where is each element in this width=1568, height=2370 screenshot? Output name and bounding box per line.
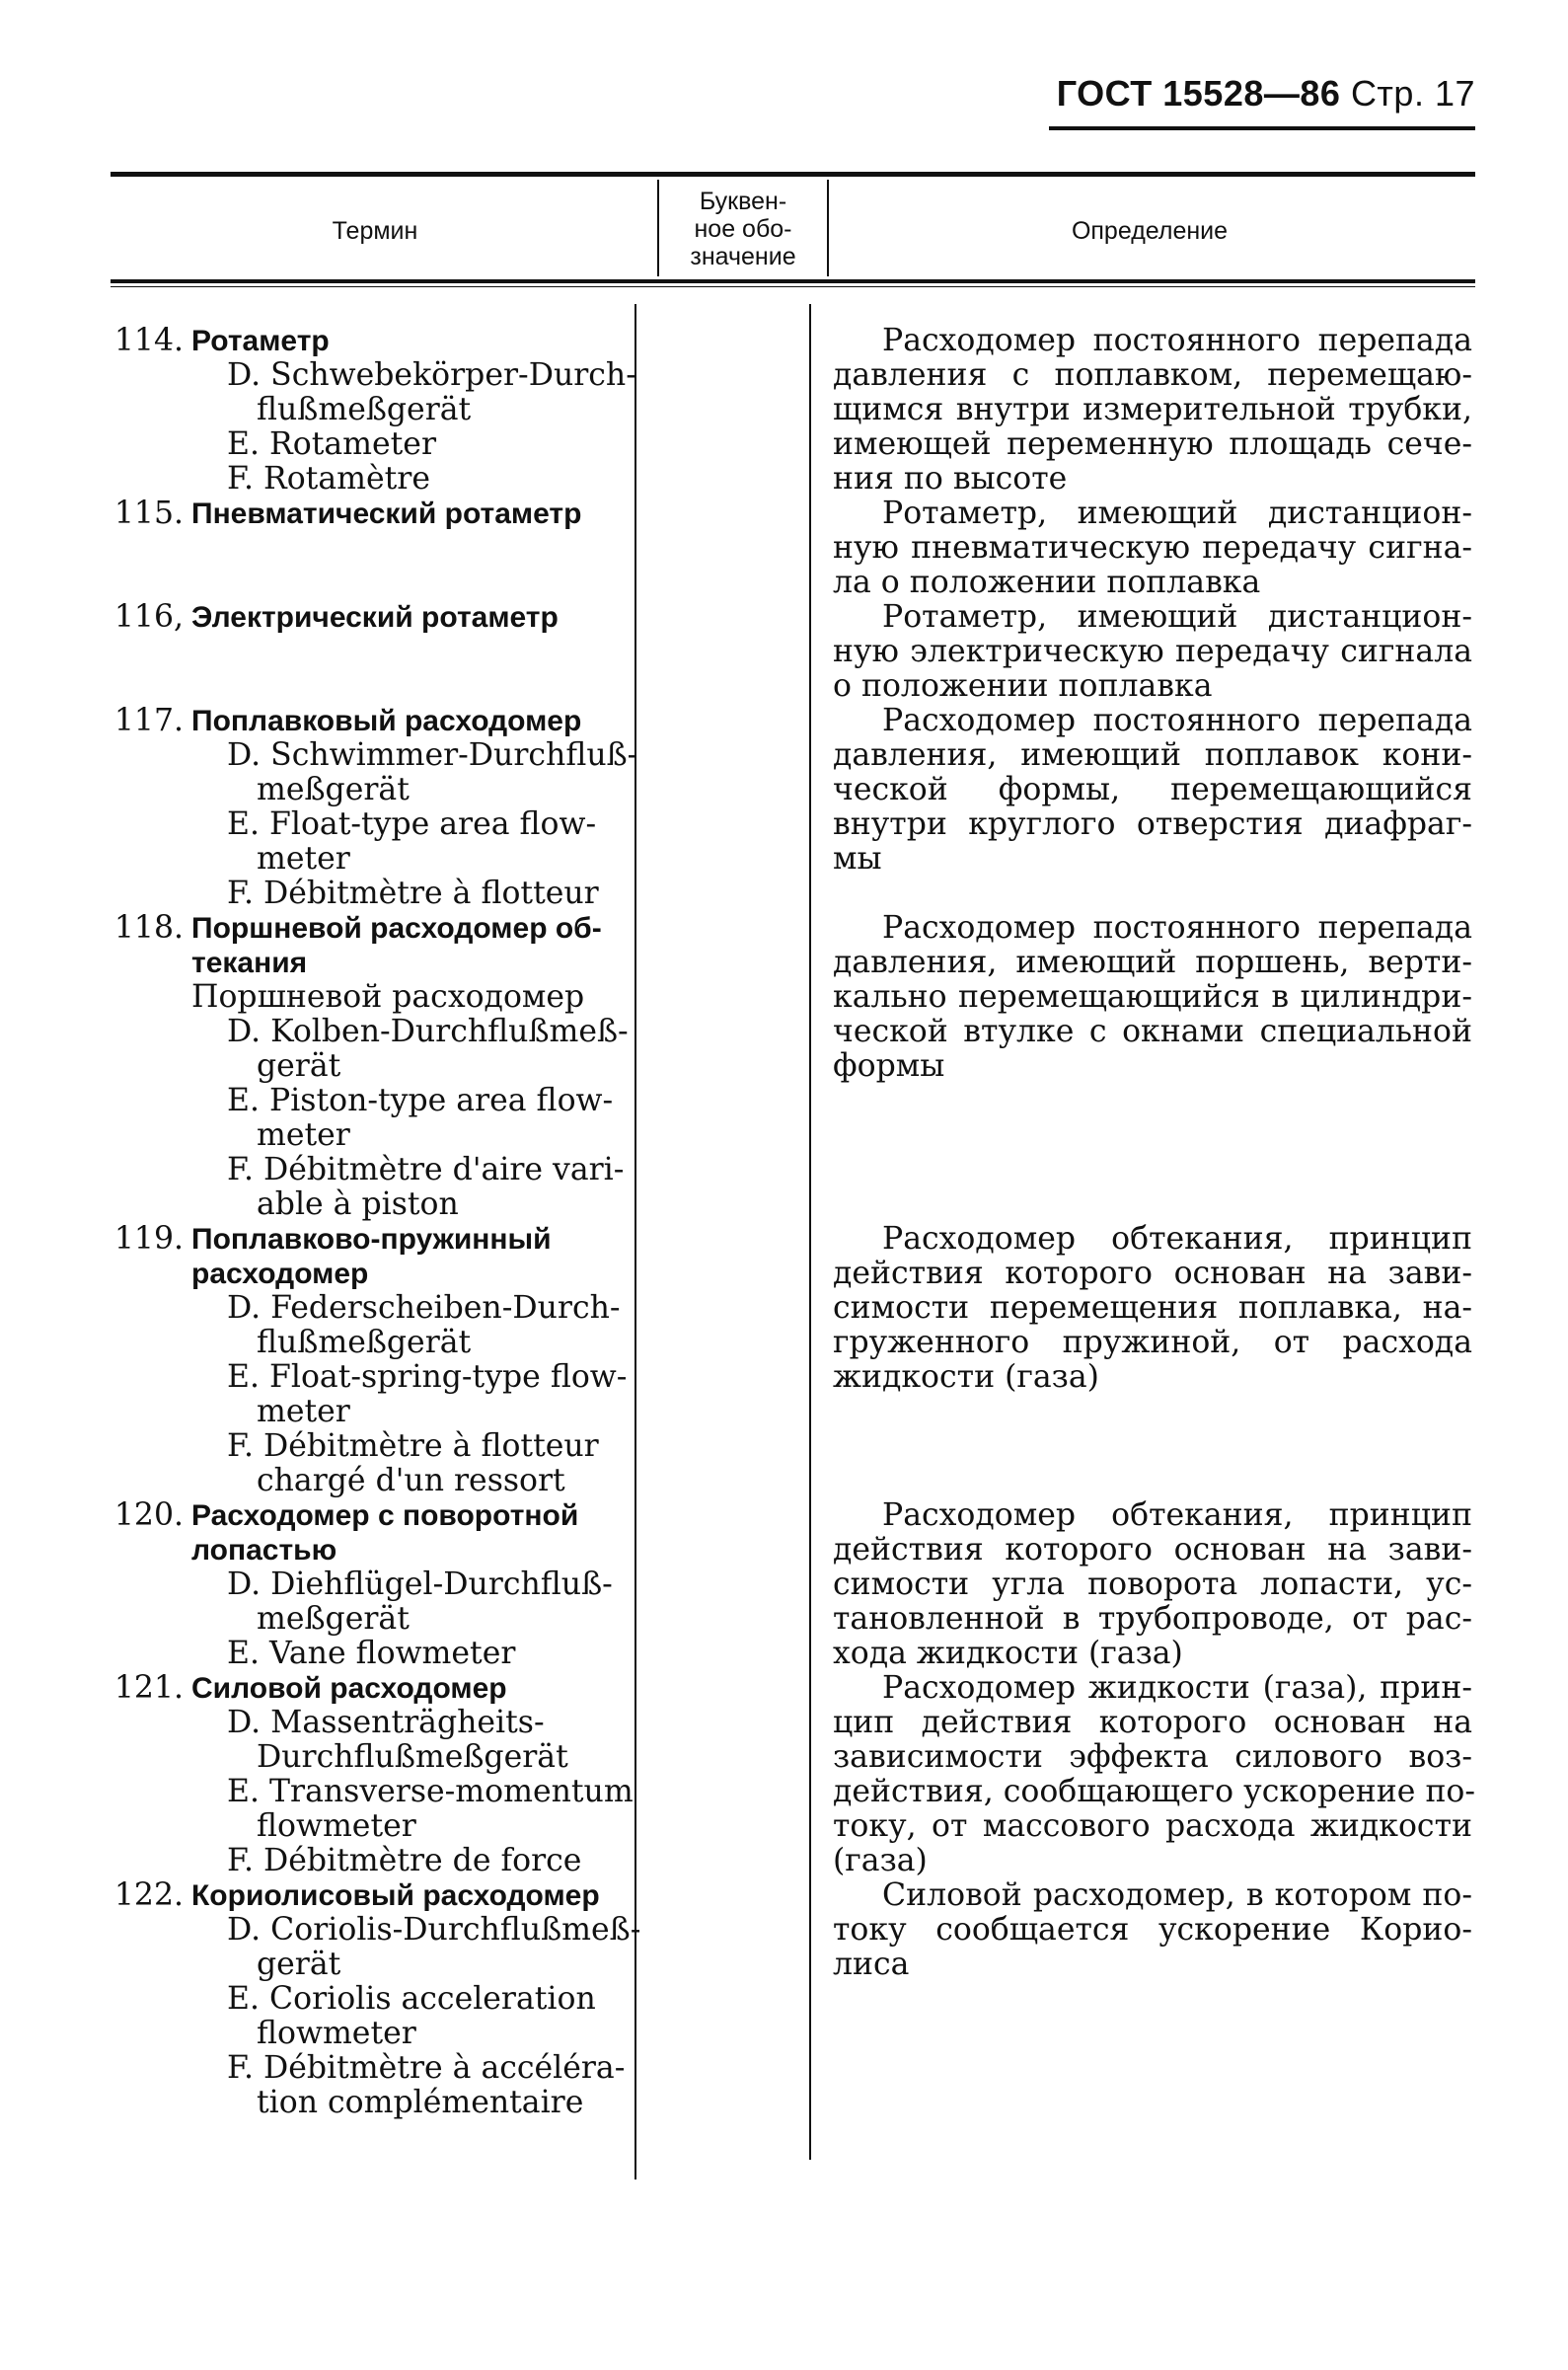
term-entry-119: 119. Поплавково-пружинный расходомер D. Federscheiben-Durch- flußmeßgerät E. Float-spring-type flow- meter F. Débitmètre à flotteur chargé d'un ressort xyxy=(113,1221,628,1498)
column-divider-left xyxy=(635,304,636,2179)
table-header-rule xyxy=(111,279,1475,283)
definition-122: Силовой расходомер, в котором по- току сообщается ускорение Корио- лиса xyxy=(833,1877,1472,1982)
term-entry-120: 120. Расходомер с поворотной лопастью D. Diehflügel-Durchfluß- meßgerät E. Vane flowmeter xyxy=(113,1497,613,1671)
definition-118: Расходомер постоянного перепада давления, имеющий поршень, верти- кально перемещающийся в цилиндри- ческой втулке с окнами специальной формы xyxy=(833,910,1472,1084)
term-entry-121: 121. Силовой расходомер D. Massenträgheits- Durchflußmeßgerät E. Transverse-momentum flowmeter F. Débitmètre de force xyxy=(113,1670,634,1878)
page-header xyxy=(1057,73,1475,115)
term-entry-117: 117. Поплавковый расходомер D. Schwimmer-Durchfluß- meßgerät E. Float-type area flow- meter F. Débitmètre à flotteur xyxy=(113,703,638,911)
page-number: Стр. 17 xyxy=(1350,73,1475,114)
column-divider-right xyxy=(809,304,811,2160)
definition-115: Ротаметр, имеющий дистанцион- ную пневматическую передачу сигна- ла о положении поплавка xyxy=(833,496,1472,600)
definition-114: Расходомер постоянного перепада давления с поплавком, перемещаю- щимся внутри измерительной трубки, имеющей переменную площадь сече- ния по высоте xyxy=(833,323,1472,497)
table-header-rule-thin xyxy=(111,286,1475,287)
definition-120: Расходомер обтекания, принцип действия которого основан на зави- симости угла поворота лопасти, ус- тановленной в трубопроводе, от рас- хода жидкости (газа) xyxy=(833,1497,1472,1671)
table-top-rule xyxy=(111,172,1475,177)
standard-code: ГОСТ 15528—86 xyxy=(1056,73,1341,114)
header-divider-right xyxy=(827,180,829,276)
definition-121: Расходомер жидкости (газа), прин- цип действия которого основан на зависимости эффекта силового воз- действия, сообщающего ускорение по- току, от массового расхода жидкости (газа) xyxy=(833,1670,1476,1878)
column-header-term: Термин xyxy=(332,217,418,245)
header-underline xyxy=(1049,126,1475,130)
definition-117: Расходомер постоянного перепада давления, имеющий поплавок кони- ческой формы, перемещающийся внутри круглого отверстия диафраг- мы xyxy=(833,703,1472,877)
definition-116: Ротаметр, имеющий дистанцион- ную электрическую передачу сигнала о положении поплавка xyxy=(833,599,1472,704)
term-entry-115: 115. Пневматический ротаметр xyxy=(113,496,582,531)
term-entry-116: 116, Электрический ротаметр xyxy=(113,599,559,635)
term-entry-118: 118. Поршневой расходомер об- текания Поршневой расходомер D. Kolben-Durchflußmeß- gerät E. Piston-type area flow- meter F. Débitmètre d'aire vari- able à piston xyxy=(113,910,629,1222)
term-entry-122: 122. Кориолисовый расходомер D. Coriolis-Durchflußmeß- gerät E. Coriolis acceleration flowmeter F. Débitmètre à accéléra- tion complémentaire xyxy=(113,1877,641,2120)
definition-119: Расходомер обтекания, принцип действия которого основан на зави- симости перемещения поплавка, на- груженного пружиной, от расхода жидкости (газа) xyxy=(833,1221,1472,1395)
column-header-definition: Определение xyxy=(1071,217,1229,245)
column-header-symbol: Буквен- ное обо- значение xyxy=(690,188,796,270)
term-entry-114: 114. Ротаметр D. Schwebekörper-Durch- flußmeßgerät E. Rotameter F. Rotamètre xyxy=(113,323,636,497)
